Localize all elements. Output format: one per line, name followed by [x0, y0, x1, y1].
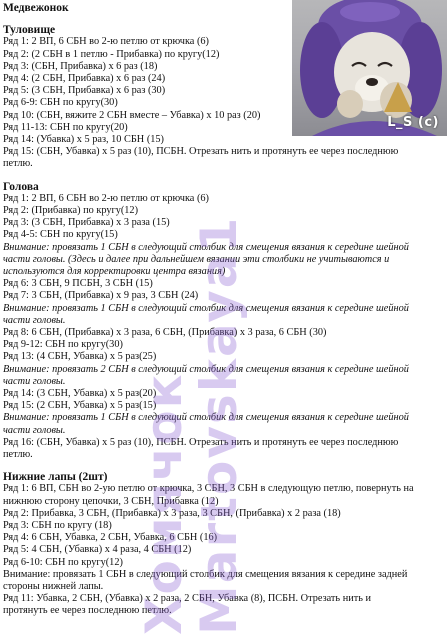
pattern-line: используются для корректировки центра вязания)	[3, 266, 226, 277]
pattern-line: петлю.	[3, 449, 33, 460]
photo-copyright: L_S (c)	[387, 115, 439, 130]
pattern-line: Ряд 15: (2 СБН, Убавка) х 5 раз(15)	[3, 400, 157, 412]
pattern-line: Ряд 1: 6 ВП, СБН во 2-ую петлю от крючка, 3 СБН, 3 СБН в следующую петлю, повернуть на	[3, 483, 414, 495]
pattern-line: Внимание: провязать 1 СБН в следующий столбик для смещения вязания к середине шейной	[3, 412, 409, 424]
pattern-line: Ряд 2: (Прибавка) по кругу(12)	[3, 205, 139, 216]
pattern-line: части головы.	[3, 314, 66, 326]
pattern-line: Ряд 2: Прибавка, 3 СБН, (Прибавка) х 3 раза, 3 СБН, (Прибавка) х 2 раза (18)	[3, 507, 341, 519]
pattern-line: Ряд 16: (СБН, Убавка) х 5 раз (10), ПСБН. Отрезать нить и протянуть ее через последнюю	[3, 436, 399, 448]
section-heading: Нижние лапы (2шт)	[3, 471, 108, 484]
pattern-line: Ряд 1: 2 ВП, 6 СБН во 2-ю петлю от крючка (6)	[3, 36, 209, 48]
pattern-line: Ряд 4-5: СБН по кругу(15)	[3, 229, 118, 241]
pattern-line: петлю.	[3, 158, 33, 170]
pattern-line: Ряд 7: 3 СБН, (Прибавка) х 9 раз, 3 СБН (24)	[3, 290, 199, 302]
pattern-line: Ряд 11: Убавка, 2 СБН, (Убавка) х 2 раза, 2 СБН, Убавка (8), ПСБН. Отрезать нить и	[3, 593, 372, 605]
pattern-line: Внимание: провязать 1 СБН в следующий столбик для смещения вязания к середине шейной	[3, 241, 409, 253]
pattern-line: Ряд 5: (3 СБН, Прибавка) х 6 раз (30)	[3, 85, 166, 97]
pattern-line: Ряд 6: 3 СБН, 9 ПСБН, 3 СБН (15)	[3, 278, 153, 290]
pattern-line: Ряд 13: (4 СБН, Убавка) х 5 раз(25)	[3, 351, 157, 363]
pattern-line: Ряд 6-10: СБН по кругу(12)	[3, 556, 123, 568]
pattern-line: Ряд 6-9: СБН по кругу(30)	[3, 97, 118, 109]
bear-photo	[292, 0, 447, 136]
pattern-line: Внимание: провязать 2 СБН в следующий столбик для смещения вязания к середине шейной	[3, 363, 409, 375]
pattern-line: Ряд 4: 6 СБН, Убавка, 2 СБН, Убавка, 6 СБН (16)	[3, 532, 218, 544]
pattern-line: Ряд 1: 2 ВП, 6 СБН во 2-ю петлю от крючка (6)	[3, 192, 209, 204]
pattern-line: Ряд 3: (СБН, Прибавка) х 6 раз (18)	[3, 60, 158, 72]
pattern-line: Ряд 2: (2 СБН в 1 петлю - Прибавка) по кругу(12)	[3, 48, 220, 60]
pattern-line: Ряд 4: (2 СБН, Прибавка) х 6 раз (24)	[3, 73, 166, 84]
pattern-line: Ряд 9-12: СБН по кругу(30)	[3, 339, 123, 351]
pattern-line: стороны нижней лапы.	[3, 581, 104, 592]
pattern-line: нижнюю сторону цепочки, 3 СБН, Прибавка (12)	[3, 495, 219, 507]
pattern-line: Ряд 14: (3 СБН, Убавка) х 5 раз(20)	[3, 388, 157, 399]
pattern-line: Ряд 14: (Убавка) х 5 раз, 10 СБН (15)	[3, 134, 164, 145]
pattern-line: части головы. (Здесь и далее при дальнейшем вязании эти столбики не учитываются и	[3, 253, 390, 265]
pattern-line: Ряд 10: (СБН, вяжите 2 СБН вместе – Убавка) х 10 раз (20)	[3, 109, 261, 121]
pattern-line: Ряд 3: (3 СБН, Прибавка) х 3 раза (15)	[3, 217, 170, 229]
pattern-line: Ряд 11-13: СБН по кругу(20)	[3, 121, 128, 133]
pattern-line: части головы.	[3, 424, 66, 436]
pattern-line: Ряд 3: СБН по кругу (18)	[3, 520, 112, 531]
watermark-line-1: Хомячок	[135, 372, 193, 635]
pattern-line: части головы.	[3, 375, 66, 387]
pattern-line: Внимание: провязать 1 СБН в следующий столбик для смещения вязания к середине шейной	[3, 302, 409, 314]
section-heading: Голова	[3, 180, 39, 193]
pattern-line: протянуть ее через последнюю петлю.	[3, 605, 172, 617]
pattern-line: Внимание: провязать 1 СБН в следующий столбик для смещения вязания к середине задней	[3, 568, 408, 580]
section-heading: Туловище	[3, 24, 56, 37]
section-heading: Медвежонок	[3, 2, 69, 14]
pattern-line: Ряд 15: (СБН, Убавка) х 5 раз (10), ПСБН. Отрезать нить и протянуть ее через последнюю	[3, 146, 399, 158]
pattern-line: Ряд 8: 6 СБН, (Прибавка) х 3 раза, 6 СБН, (Прибавка) х 3 раза, 6 СБН (30)	[3, 327, 327, 338]
pattern-line: Ряд 5: 4 СБН, (Убавка) х 4 раза, 4 СБН (12)	[3, 544, 192, 556]
watermark-line-2: Martovskaya1	[190, 215, 248, 635]
